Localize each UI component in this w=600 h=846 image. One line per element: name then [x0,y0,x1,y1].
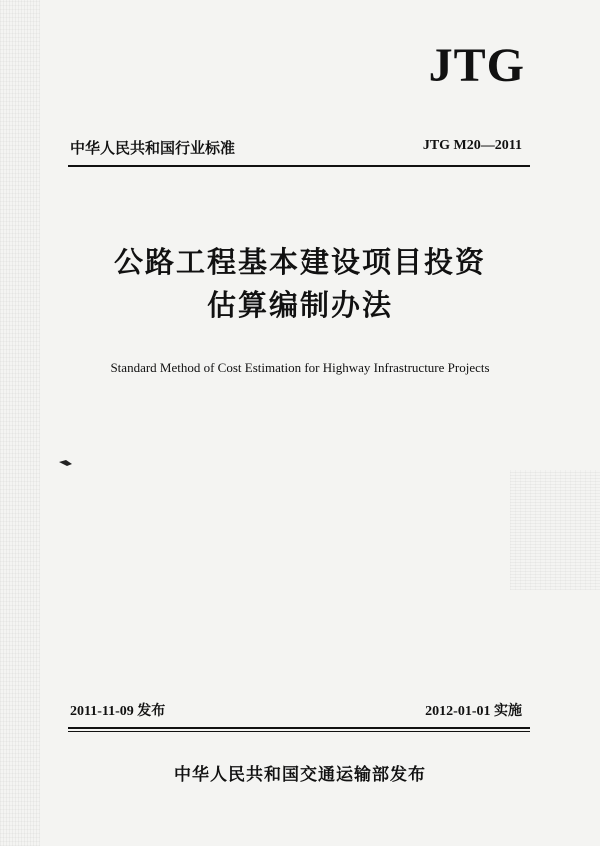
issue-date: 2011-11-09 发布 [70,704,166,719]
title-line-2: 估算编制办法 [206,288,393,322]
top-rule [68,165,530,167]
english-title: Standard Method of Cost Estimation for Highway Infrastructure Projects [110,360,490,375]
title-line-1: 公路工程基本建设项目投资 [113,245,486,279]
bottom-rule [68,727,530,729]
issuing-authority: 中华人民共和国交通运输部发布 [174,765,426,785]
standard-code: JTG M20—2011 [422,138,522,153]
implement-date: 2012-01-01 实施 [425,704,522,719]
scan-artifact-mark [58,458,74,468]
scan-noise-right [510,470,600,590]
jtg-logo: JTG [428,39,525,92]
standard-category: 中华人民共和国行业标准 [70,139,236,157]
bottom-rule-thin [68,731,530,732]
scan-noise-left [0,0,40,846]
